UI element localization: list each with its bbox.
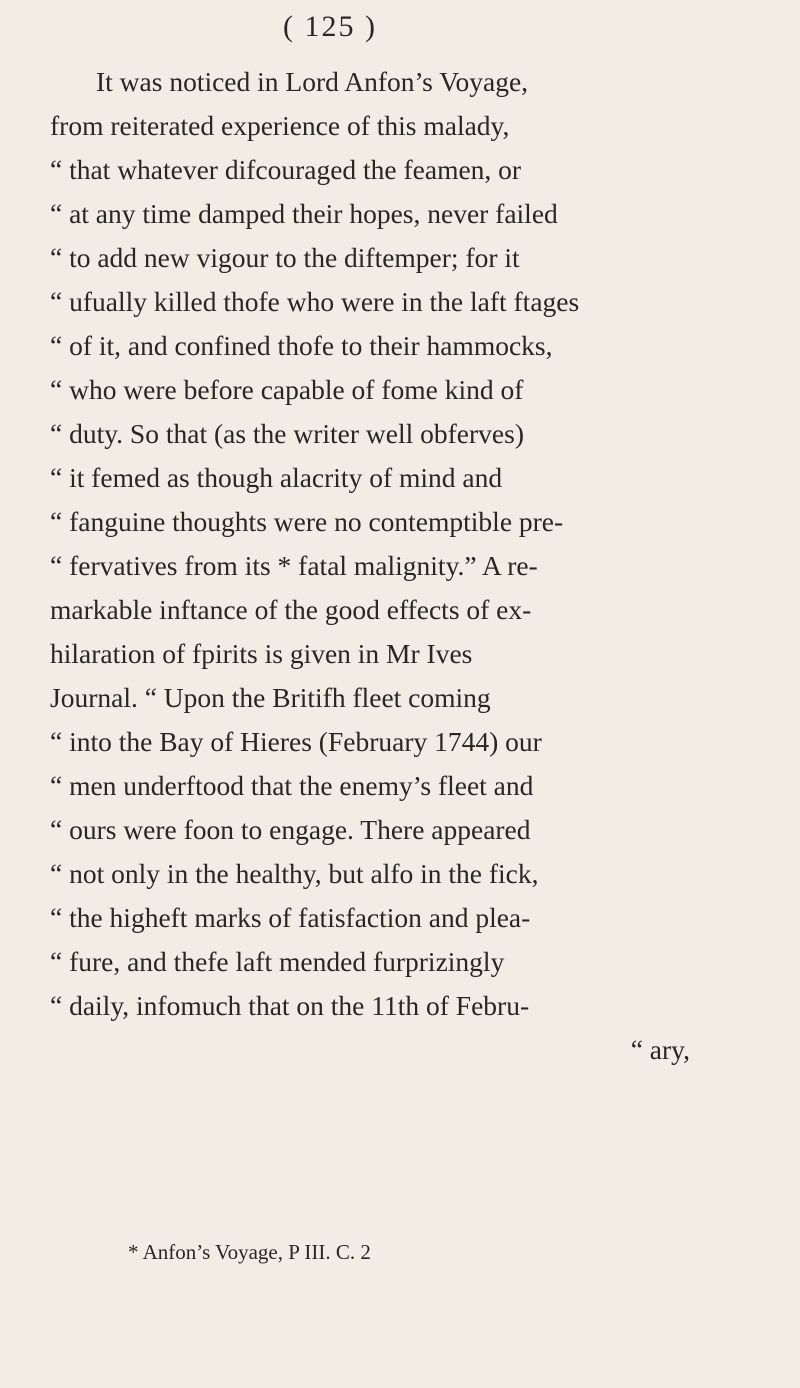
text-line: “ men underftood that the enemy’s fleet and xyxy=(50,770,534,801)
text-line: “ not only in the healthy, but alfo in the fick, xyxy=(50,858,539,889)
text-line: “ fanguine thoughts were no contemptible pre- xyxy=(50,506,564,537)
text-line: “ of it, and confined thofe to their hammocks, xyxy=(50,330,553,361)
text-line: “ to add new vigour to the diftemper; for it xyxy=(50,242,520,273)
footnote: * Anfon’s Voyage, P III. C. 2 xyxy=(128,1240,371,1264)
text-line: “ duty. So that (as the writer well obferves) xyxy=(50,418,524,449)
text-line: “ fure, and thefe laft mended furprizingly xyxy=(50,946,505,977)
text-line: It was noticed in Lord Anfon’s Voyage, xyxy=(96,66,529,97)
text-line: “ that whatever difcouraged the feamen, or xyxy=(50,154,522,185)
text-line: “ at any time damped their hopes, never failed xyxy=(50,198,558,229)
page-number: ( 125 ) xyxy=(283,10,377,43)
text-line: hilaration of fpirits is given in Mr Ives xyxy=(50,638,473,669)
text-line: “ daily, infomuch that on the 11th of Febru- xyxy=(50,990,530,1021)
text-line: from reiterated experience of this malady, xyxy=(50,110,510,141)
text-line: “ into the Bay of Hieres (February 1744) our xyxy=(50,726,542,757)
body-text xyxy=(50,60,740,1072)
text-line: “ ours were foon to engage. There appeared xyxy=(50,814,531,845)
text-line: Journal. “ Upon the Britifh fleet coming xyxy=(50,682,491,713)
text-line: markable inftance of the good effects of ex- xyxy=(50,594,532,625)
text-line: “ who were before capable of fome kind of xyxy=(50,374,524,405)
text-line: “ the higheft marks of fatisfaction and plea- xyxy=(50,902,531,933)
text-line: “ fervatives from its * fatal malignity.” A re- xyxy=(50,550,538,581)
catchword-line: “ ary, xyxy=(630,1034,690,1065)
text-line: “ ufually killed thofe who were in the laft ftages xyxy=(50,286,580,317)
text-line: “ it femed as though alacrity of mind and xyxy=(50,462,503,493)
